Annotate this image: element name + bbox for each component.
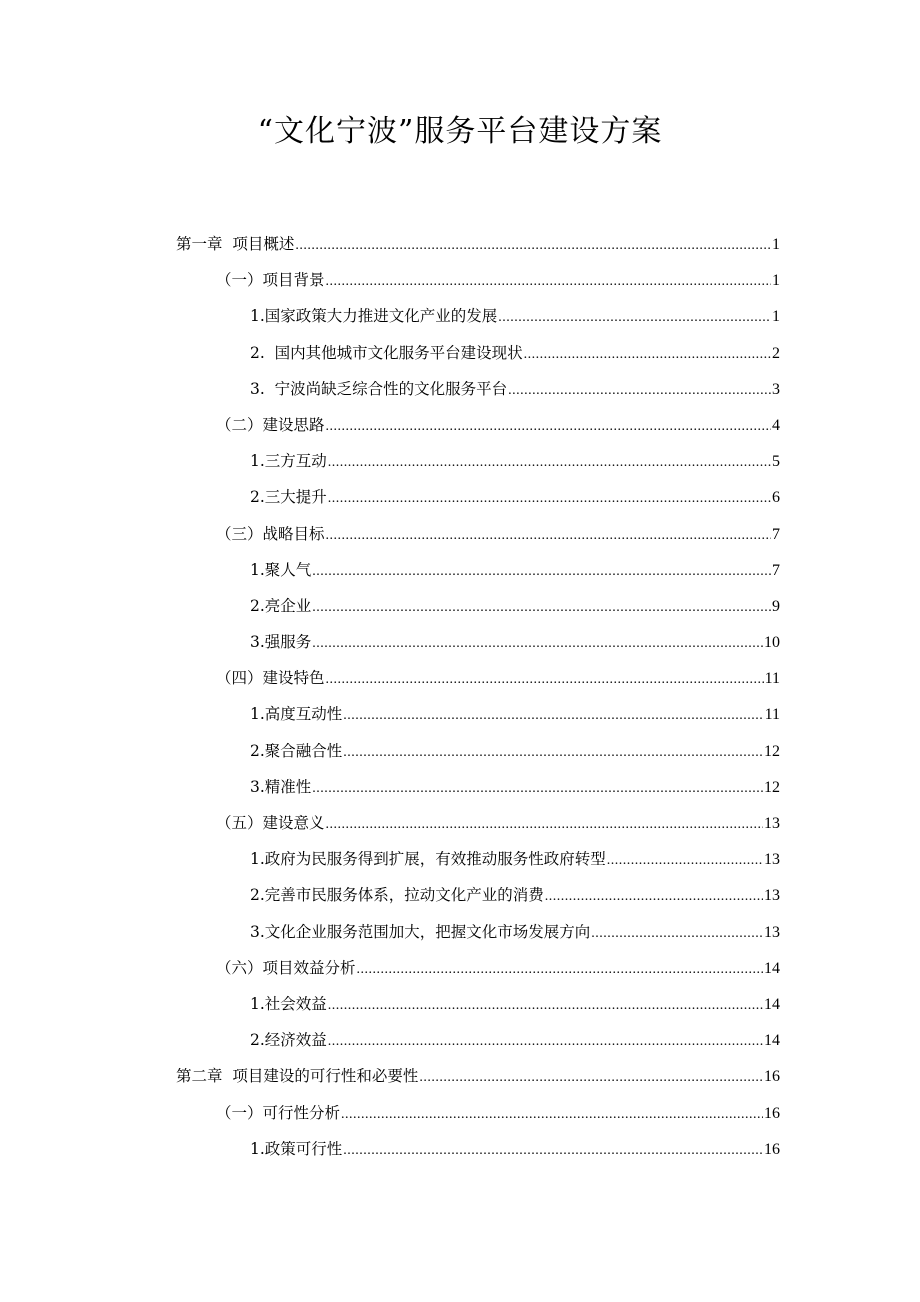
toc-entry-level-3[interactable] [176, 479, 780, 515]
toc-entry-label: （一）项目背景 [216, 271, 325, 290]
toc-dot-leader [545, 879, 763, 915]
toc-entry-level-2[interactable] [176, 516, 780, 552]
toc-entry-level-3[interactable] [176, 696, 780, 732]
toc-entry-label: （三）战略目标 [216, 524, 325, 543]
toc-entry-level-1[interactable] [176, 226, 780, 262]
toc-entry-level-3[interactable] [176, 552, 780, 588]
toc-dot-leader [312, 554, 771, 590]
toc-dot-leader [591, 916, 763, 952]
toc-entry-label: 1.三方互动 [250, 452, 327, 471]
toc-entry-label: 2. 国内其他城市文化服务平台建设现状 [250, 343, 523, 362]
toc-entry-label: 1.政府为民服务得到扩展，有效推动服务性政府转型 [250, 850, 606, 869]
toc-entry-label: 3.文化企业服务范围加大，把握文化市场发展方向 [250, 922, 591, 941]
toc-entry-label: 3.精准性 [250, 777, 312, 796]
toc-dot-leader [326, 518, 771, 554]
toc-page-number: 13 [764, 923, 780, 941]
toc-page-number: 12 [764, 742, 780, 760]
toc-entry-label: （一）可行性分析 [216, 1103, 341, 1122]
toc-dot-leader [357, 952, 763, 988]
toc-dot-leader [508, 373, 771, 409]
toc-entry-label: 2.亮企业 [250, 596, 312, 615]
toc-page-number: 7 [772, 525, 780, 543]
toc-entry-label: 2.聚合融合性 [250, 741, 343, 760]
toc-entry-label: 第二章 项目建设的可行性和必要性 [176, 1067, 419, 1086]
toc-page-number: 9 [772, 597, 780, 615]
toc-entry-level-2[interactable] [176, 407, 780, 443]
toc-dot-leader [328, 988, 763, 1024]
toc-dot-leader [328, 445, 771, 481]
toc-page-number: 13 [764, 851, 780, 869]
toc-page-number: 10 [764, 634, 780, 652]
toc-page-number: 14 [764, 959, 780, 977]
toc-entry-label: （四）建设特色 [216, 669, 325, 688]
toc-page-number: 11 [764, 706, 780, 724]
toc-page-number: 5 [772, 453, 780, 471]
toc-dot-leader [326, 807, 763, 843]
toc-dot-leader [343, 735, 763, 771]
toc-entry-level-3[interactable] [176, 841, 780, 877]
toc-entry-label: 1.高度互动性 [250, 705, 343, 724]
toc-page-number: 1 [772, 308, 780, 326]
toc-entry-level-3[interactable] [176, 877, 780, 913]
toc-dot-leader [419, 1060, 763, 1096]
toc-dot-leader [341, 1097, 763, 1133]
toc-entry-label: 1.社会效益 [250, 994, 327, 1013]
toc-entry-level-3[interactable] [176, 443, 780, 479]
toc-page-number: 16 [764, 1104, 780, 1122]
toc-page-number: 12 [764, 778, 780, 796]
toc-entry-level-2[interactable] [176, 660, 780, 696]
toc-entry-level-3[interactable] [176, 986, 780, 1022]
toc-page-number: 16 [764, 1068, 780, 1086]
toc-entry-level-1[interactable] [176, 1058, 780, 1094]
toc-page-number: 1 [772, 272, 780, 290]
toc-entry-label: （五）建设意义 [216, 814, 325, 832]
toc-entry-label: （二）建设思路 [216, 415, 325, 434]
toc-entry-label: 1.聚人气 [250, 560, 312, 579]
toc-dot-leader [498, 300, 771, 336]
toc-entry-label: 1.国家政策大力推进文化产业的发展 [250, 307, 498, 326]
toc-dot-leader [607, 843, 763, 879]
toc-dot-leader [312, 771, 763, 807]
toc-entry-level-3[interactable] [176, 1022, 780, 1058]
toc-page-number: 13 [764, 815, 780, 832]
table-of-contents [176, 226, 780, 1167]
toc-dot-leader [328, 481, 771, 517]
toc-dot-leader [328, 1024, 763, 1060]
toc-dot-leader [295, 228, 771, 264]
toc-entry-level-2[interactable] [176, 950, 780, 986]
toc-dot-leader [312, 590, 771, 626]
toc-entry-level-3[interactable] [176, 335, 780, 371]
toc-entry-level-3[interactable] [176, 371, 780, 407]
toc-entry-label: 3.强服务 [250, 633, 312, 652]
toc-dot-leader [343, 698, 763, 734]
toc-dot-leader [326, 662, 764, 698]
toc-page-number: 13 [764, 887, 780, 905]
toc-page-number: 7 [772, 561, 780, 579]
toc-entry-level-3[interactable] [176, 733, 780, 769]
toc-page-number: 4 [772, 416, 780, 434]
toc-dot-leader [312, 626, 763, 662]
toc-entry-level-3[interactable] [176, 588, 780, 624]
toc-entry-label: 2.完善市民服务体系，拉动文化产业的消费 [250, 886, 544, 905]
toc-page-number: 14 [764, 995, 780, 1013]
toc-entry-label: 2.经济效益 [250, 1031, 327, 1050]
toc-page-number: 16 [764, 1140, 780, 1158]
toc-entry-label: （六）项目效益分析 [216, 958, 356, 977]
page-title: “文化宁波”服务平台建设方案 [257, 114, 663, 149]
toc-entry-level-2[interactable] [176, 805, 780, 841]
toc-entry-level-3[interactable] [176, 769, 780, 805]
toc-dot-leader [326, 264, 771, 300]
toc-entry-level-3[interactable] [176, 298, 780, 334]
toc-page-number: 3 [772, 380, 780, 398]
toc-entry-level-3[interactable] [176, 1131, 780, 1167]
toc-entry-level-3[interactable] [176, 624, 780, 660]
toc-entry-label: 1.政策可行性 [250, 1139, 343, 1158]
toc-entry-level-2[interactable] [176, 262, 780, 298]
toc-page-number: 1 [772, 236, 780, 253]
toc-page-number: 2 [772, 344, 780, 362]
toc-page-number: 11 [764, 670, 780, 688]
toc-entry-level-2[interactable] [176, 1095, 780, 1131]
toc-dot-leader [326, 409, 771, 445]
toc-page-number: 14 [764, 1032, 780, 1050]
toc-entry-label: 2.三大提升 [250, 488, 327, 507]
toc-page-number: 6 [772, 489, 780, 507]
toc-entry-label: 3. 宁波尚缺乏综合性的文化服务平台 [250, 379, 508, 398]
toc-entry-label: 第一章 项目概述 [176, 235, 295, 253]
toc-dot-leader [343, 1133, 763, 1169]
toc-entry-level-3[interactable] [176, 914, 780, 950]
toc-dot-leader [524, 337, 771, 373]
